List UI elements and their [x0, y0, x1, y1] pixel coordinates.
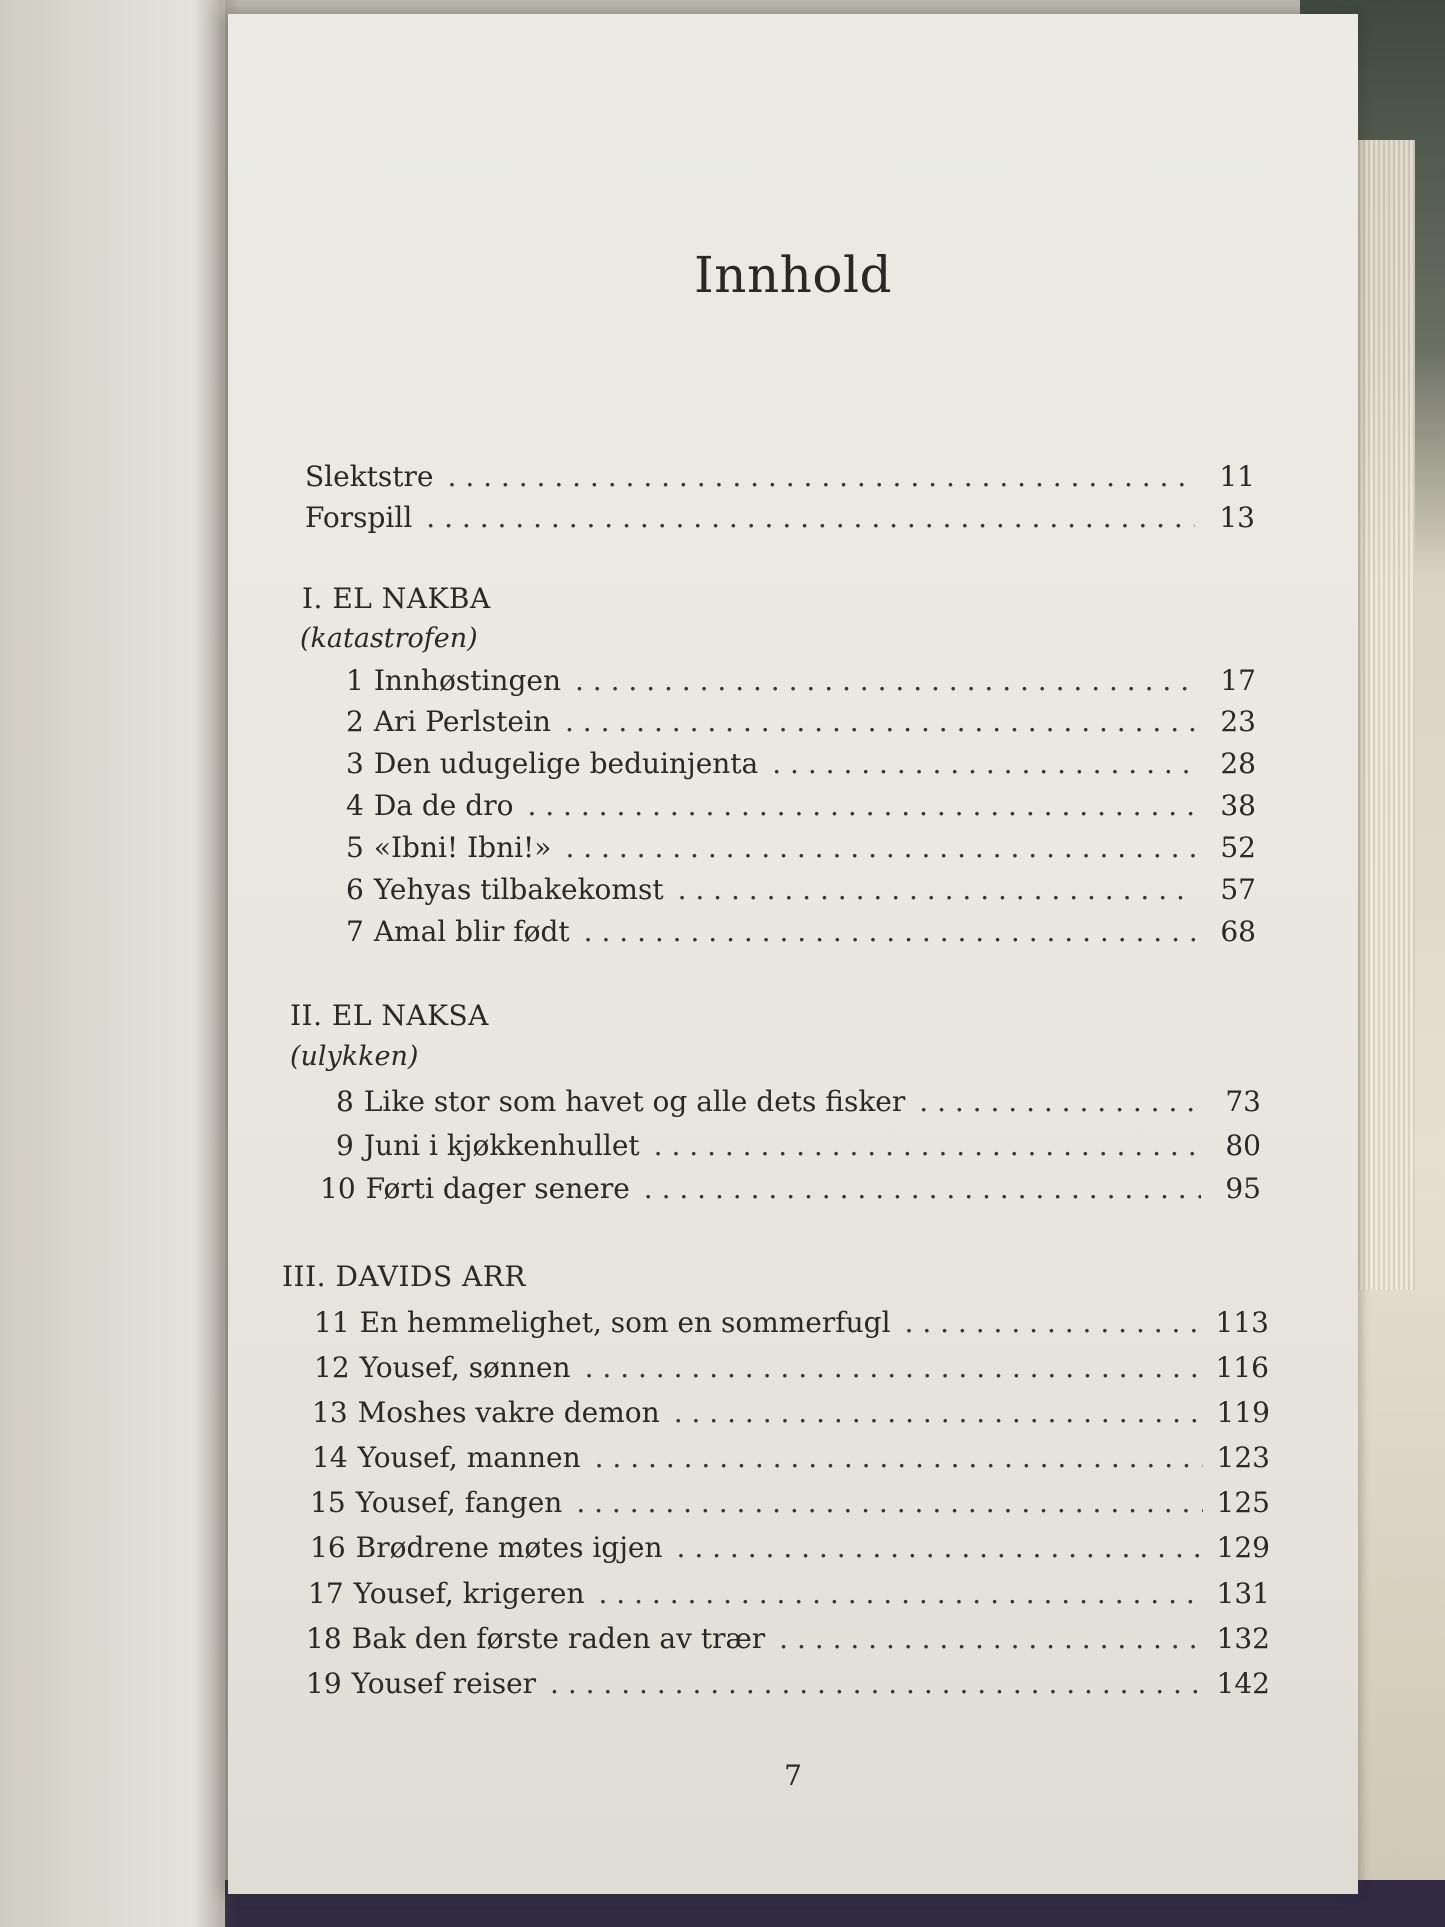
toc-entry [305, 460, 1255, 493]
part-subtitle: (katastrofen) [300, 623, 478, 654]
entry-title: Yehyas tilbakekomst [373, 873, 664, 906]
left-page [0, 0, 225, 1927]
entry-page: 80 [1225, 1129, 1261, 1162]
dot-leader [550, 1667, 1203, 1700]
chapter-number: 12 [314, 1351, 350, 1384]
entry-page: 11 [1219, 460, 1255, 493]
dot-leader [674, 1396, 1203, 1429]
entry-page: 132 [1216, 1622, 1270, 1655]
entry-page: 131 [1216, 1577, 1270, 1610]
entry-title: Da de dro [373, 789, 514, 822]
entry-page: 125 [1216, 1486, 1270, 1519]
entry-page: 119 [1216, 1396, 1270, 1429]
chapter-number: 16 [310, 1531, 346, 1564]
entry-page: 142 [1216, 1667, 1270, 1700]
chapter-number: 8 [336, 1085, 354, 1118]
dot-leader [585, 1351, 1202, 1384]
dot-leader [448, 460, 1195, 493]
page-title: Innhold [694, 246, 892, 304]
chapter-number: 1 [346, 664, 364, 697]
toc-entry [346, 915, 1256, 948]
entry-title: Bak den første raden av trær [351, 1622, 766, 1655]
table-of-contents [228, 14, 1358, 1894]
entry-page: 28 [1220, 747, 1256, 780]
dot-leader [654, 1129, 1201, 1162]
toc-entry [306, 1667, 1270, 1700]
toc-entry [314, 1351, 1269, 1384]
entry-page: 116 [1215, 1351, 1269, 1384]
dot-leader [527, 789, 1196, 822]
toc-entry [346, 831, 1256, 864]
dot-leader [565, 705, 1196, 738]
entry-page: 13 [1219, 501, 1255, 534]
chapter-number: 17 [308, 1577, 344, 1610]
toc-entry [336, 1129, 1261, 1162]
entry-page: 38 [1220, 789, 1256, 822]
entry-title: Yousef, sønnen [359, 1351, 571, 1384]
entry-title: Innhøstingen [373, 664, 561, 697]
entry-title: Yousef reiser [351, 1667, 537, 1700]
chapter-number: 2 [346, 705, 364, 738]
toc-entry [346, 664, 1256, 697]
dot-leader [426, 501, 1195, 534]
toc-entry [346, 873, 1256, 906]
chapter-number: 14 [312, 1441, 348, 1474]
toc-entry [310, 1531, 1270, 1564]
entry-title: En hemmelighet, som en sommerfugl [359, 1306, 891, 1339]
toc-entry [314, 1306, 1269, 1339]
dot-leader [677, 1531, 1203, 1564]
dot-leader [584, 915, 1196, 948]
dot-leader [779, 1622, 1202, 1655]
entry-title: Ari Perlstein [373, 705, 551, 738]
chapter-number: 6 [346, 873, 364, 906]
toc-entry [312, 1441, 1270, 1474]
toc-entry [308, 1577, 1270, 1610]
dot-leader [595, 1441, 1203, 1474]
dot-leader [772, 747, 1196, 780]
entry-page: 17 [1220, 664, 1256, 697]
entry-title: Brødrene møtes igjen [355, 1531, 663, 1564]
chapter-number: 9 [336, 1129, 354, 1162]
entry-page: 73 [1225, 1085, 1261, 1118]
entry-title: Førti dager senere [365, 1172, 630, 1205]
toc-entry [346, 747, 1256, 780]
page-number: 7 [784, 1759, 802, 1792]
entry-page: 52 [1220, 831, 1256, 864]
dot-leader [678, 873, 1196, 906]
dot-leader [576, 1486, 1202, 1519]
entry-title: Forspill [305, 501, 413, 534]
entry-title: Moshes vakre demon [357, 1396, 660, 1429]
entry-page: 23 [1220, 705, 1256, 738]
chapter-number: 19 [306, 1667, 342, 1700]
toc-entry [312, 1396, 1270, 1429]
dot-leader [919, 1085, 1201, 1118]
part-heading: II. EL NAKSA [290, 999, 489, 1032]
contents-page [228, 14, 1358, 1894]
chapter-number: 5 [346, 831, 364, 864]
entry-page: 57 [1220, 873, 1256, 906]
chapter-number: 7 [346, 915, 364, 948]
entry-page: 129 [1216, 1531, 1270, 1564]
dot-leader [905, 1306, 1202, 1339]
dot-leader [565, 831, 1196, 864]
entry-title: Juni i kjøkkenhullet [363, 1129, 640, 1162]
chapter-number: 15 [310, 1486, 346, 1519]
entry-page: 123 [1216, 1441, 1270, 1474]
entry-title: Like stor som havet og alle dets fisker [363, 1085, 906, 1118]
entry-title: «Ibni! Ibni!» [373, 831, 552, 864]
entry-title: Yousef, krigeren [353, 1577, 585, 1610]
chapter-number: 4 [346, 789, 364, 822]
toc-entry [305, 501, 1255, 534]
dot-leader [644, 1172, 1201, 1205]
toc-entry [310, 1486, 1270, 1519]
chapter-number: 11 [314, 1306, 350, 1339]
toc-entry [320, 1172, 1261, 1205]
part-heading: I. EL NAKBA [302, 582, 491, 615]
entry-title: Yousef, fangen [355, 1486, 563, 1519]
dot-leader [598, 1577, 1202, 1610]
entry-title: Amal blir født [373, 915, 570, 948]
entry-page: 95 [1225, 1172, 1261, 1205]
toc-entry [346, 789, 1256, 822]
chapter-number: 13 [312, 1396, 348, 1429]
part-subtitle: (ulykken) [290, 1041, 419, 1072]
dot-leader [575, 664, 1196, 697]
part-heading: III. DAVIDS ARR [282, 1260, 526, 1293]
toc-entry [346, 705, 1256, 738]
entry-page: 68 [1220, 915, 1256, 948]
chapter-number: 3 [346, 747, 364, 780]
entry-title: Den udugelige beduinjenta [373, 747, 759, 780]
chapter-number: 18 [306, 1622, 342, 1655]
toc-entry [336, 1085, 1261, 1118]
entry-title: Yousef, mannen [357, 1441, 581, 1474]
entry-page: 113 [1215, 1306, 1269, 1339]
entry-title: Slektstre [305, 460, 434, 493]
chapter-number: 10 [320, 1172, 356, 1205]
toc-entry [306, 1622, 1270, 1655]
